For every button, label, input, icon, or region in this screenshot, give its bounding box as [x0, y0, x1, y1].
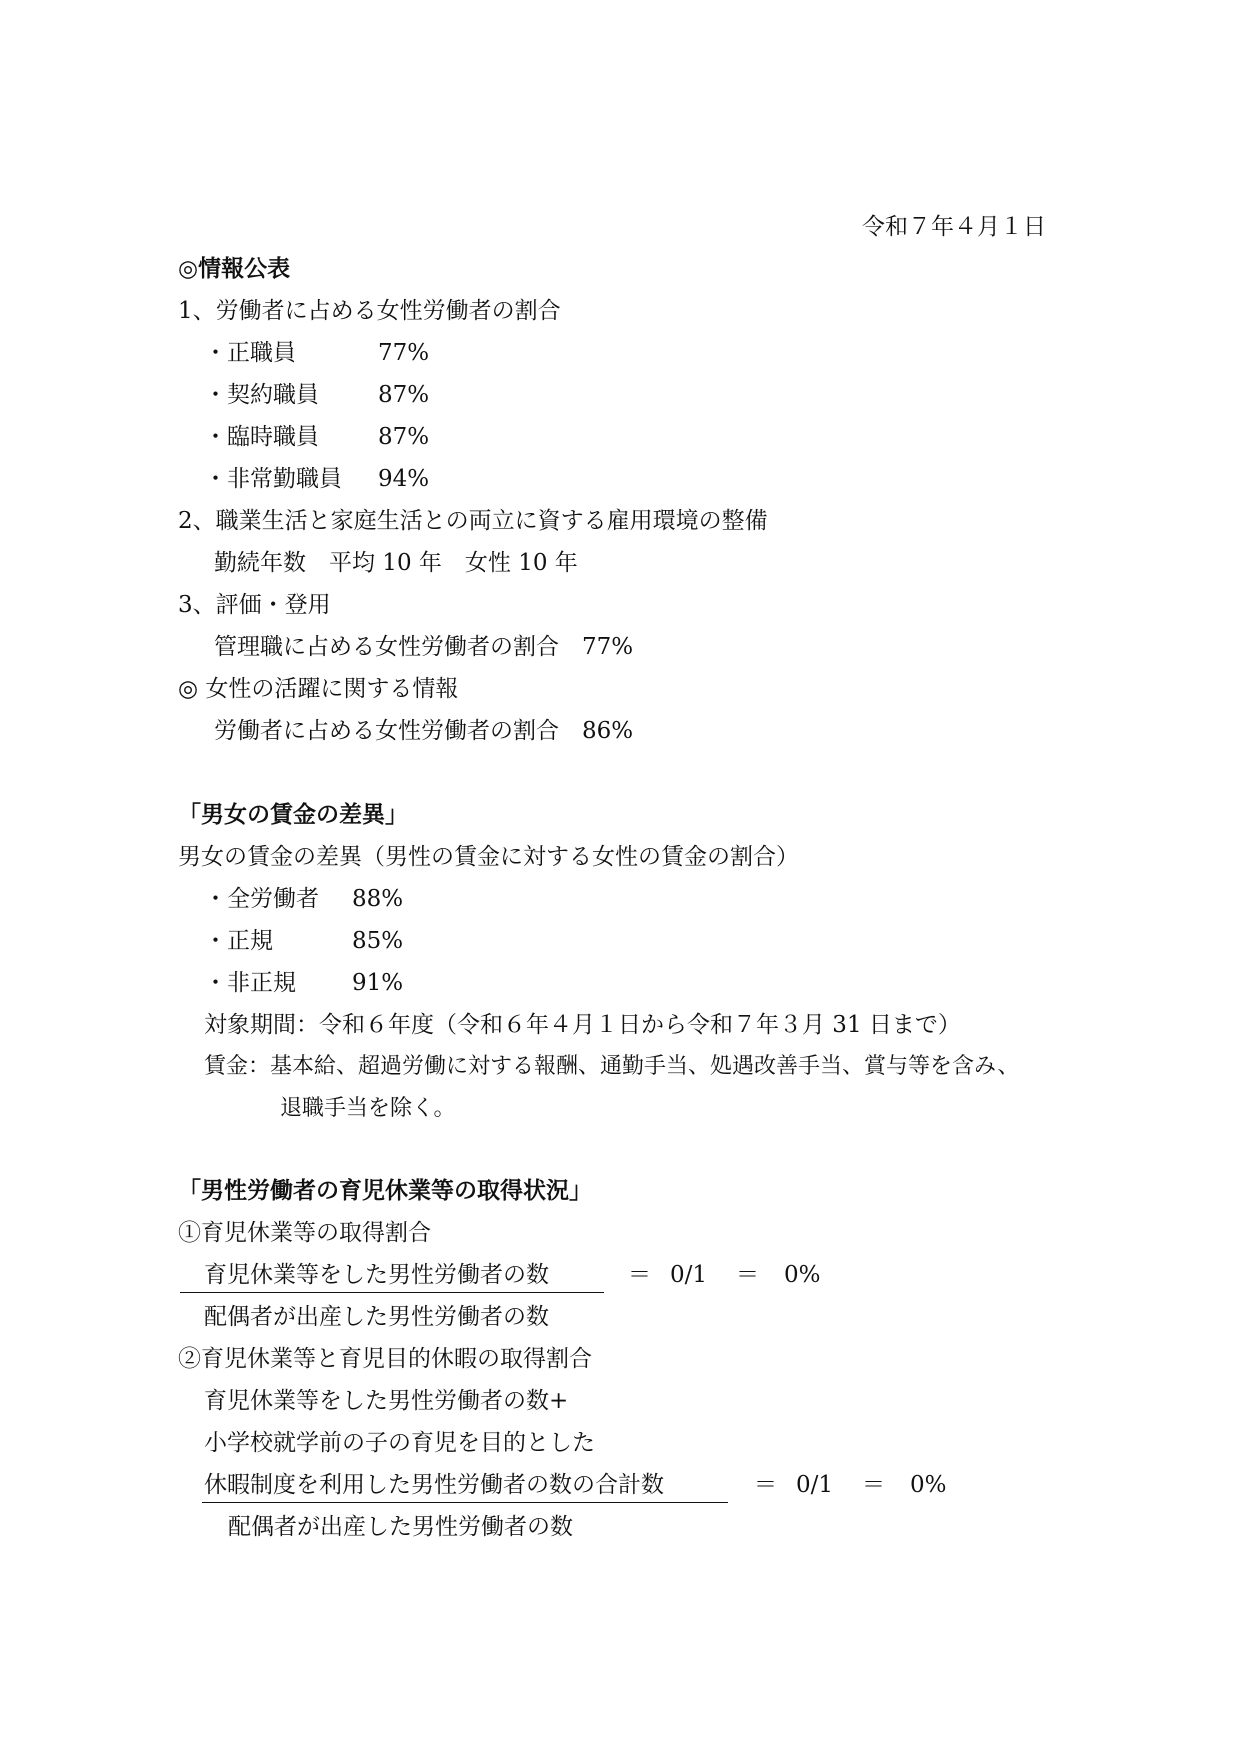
- s1-item-value: 87%: [378, 424, 430, 450]
- wage-heading: 「男女の賃金の差異」: [178, 801, 408, 828]
- r1-ratio: 0/1: [670, 1262, 708, 1288]
- s1-item-value: 77%: [378, 340, 430, 366]
- wage-note-line1: 賃金：基本給、超過労働に対する報酬、通勤手当、処遇改善手当、賞与等を含み、: [204, 1054, 1020, 1079]
- s1-item-label: ・臨時職員: [204, 424, 319, 450]
- wage-item-value: 91%: [352, 970, 404, 996]
- s1-title: 1、労働者に占める女性労働者の割合: [178, 298, 561, 324]
- r1-title: ①育児休業等の取得割合: [178, 1220, 431, 1246]
- r2-numerator-line1: 育児休業等をした男性労働者の数+: [204, 1388, 569, 1414]
- wage-item-label: ・全労働者: [204, 886, 319, 912]
- r2-numerator-line2: 小学校就学前の子の育児を目的とした: [204, 1430, 595, 1456]
- r2-equals: ＝: [754, 1472, 777, 1498]
- r1-equals: ＝: [628, 1262, 651, 1288]
- info-heading: ◎情報公表: [178, 255, 291, 282]
- wage-item-value: 85%: [352, 928, 404, 954]
- wage-item-label: ・非正規: [204, 970, 296, 996]
- wage-item-value: 88%: [352, 886, 404, 912]
- r2-fraction-bar: [202, 1502, 728, 1503]
- r1-percent: 0%: [784, 1262, 821, 1288]
- r2-ratio: 0/1: [796, 1472, 834, 1498]
- wage-item-label: ・正規: [204, 928, 273, 954]
- r1-fraction-bar: [180, 1292, 604, 1293]
- s1-item-label: ・正職員: [204, 340, 296, 366]
- s4-title: ◎ 女性の活躍に関する情報: [178, 676, 459, 702]
- s1-item-label: ・契約職員: [204, 382, 319, 408]
- leave-heading: 「男性労働者の育児休業等の取得状況」: [178, 1177, 592, 1204]
- s1-item-value: 87%: [378, 382, 430, 408]
- s1-item-value: 94%: [378, 466, 430, 492]
- wage-subtitle: 男女の賃金の差異（男性の賃金に対する女性の賃金の割合）: [178, 844, 799, 870]
- s2-detail: 勤続年数 平均 10 年 女性 10 年: [214, 550, 578, 576]
- document-date: 令和７年４月１日: [862, 214, 1046, 240]
- r2-equals: ＝: [862, 1472, 885, 1498]
- s1-item-label: ・非常勤職員: [204, 466, 342, 492]
- s3-title: 3、評価・登用: [178, 592, 331, 618]
- wage-period: 対象期間：令和６年度（令和６年４月１日から令和７年３月 31 日まで）: [204, 1012, 961, 1038]
- r2-percent: 0%: [910, 1472, 947, 1498]
- r1-denominator: 配偶者が出産した男性労働者の数: [204, 1304, 549, 1330]
- r2-title: ②育児休業等と育児目的休暇の取得割合: [178, 1346, 592, 1372]
- r1-numerator: 育児休業等をした男性労働者の数: [204, 1262, 549, 1288]
- r2-numerator-line3: 休暇制度を利用した男性労働者の数の合計数: [204, 1472, 664, 1498]
- s4-detail: 労働者に占める女性労働者の割合 86%: [214, 718, 634, 744]
- s3-detail: 管理職に占める女性労働者の割合 77%: [214, 634, 634, 660]
- wage-note-line2: 退職手当を除く。: [280, 1096, 456, 1121]
- r2-denominator: 配偶者が出産した男性労働者の数: [228, 1514, 573, 1540]
- r1-equals: ＝: [736, 1262, 759, 1288]
- s2-title: 2、職業生活と家庭生活との両立に資する雇用環境の整備: [178, 508, 768, 534]
